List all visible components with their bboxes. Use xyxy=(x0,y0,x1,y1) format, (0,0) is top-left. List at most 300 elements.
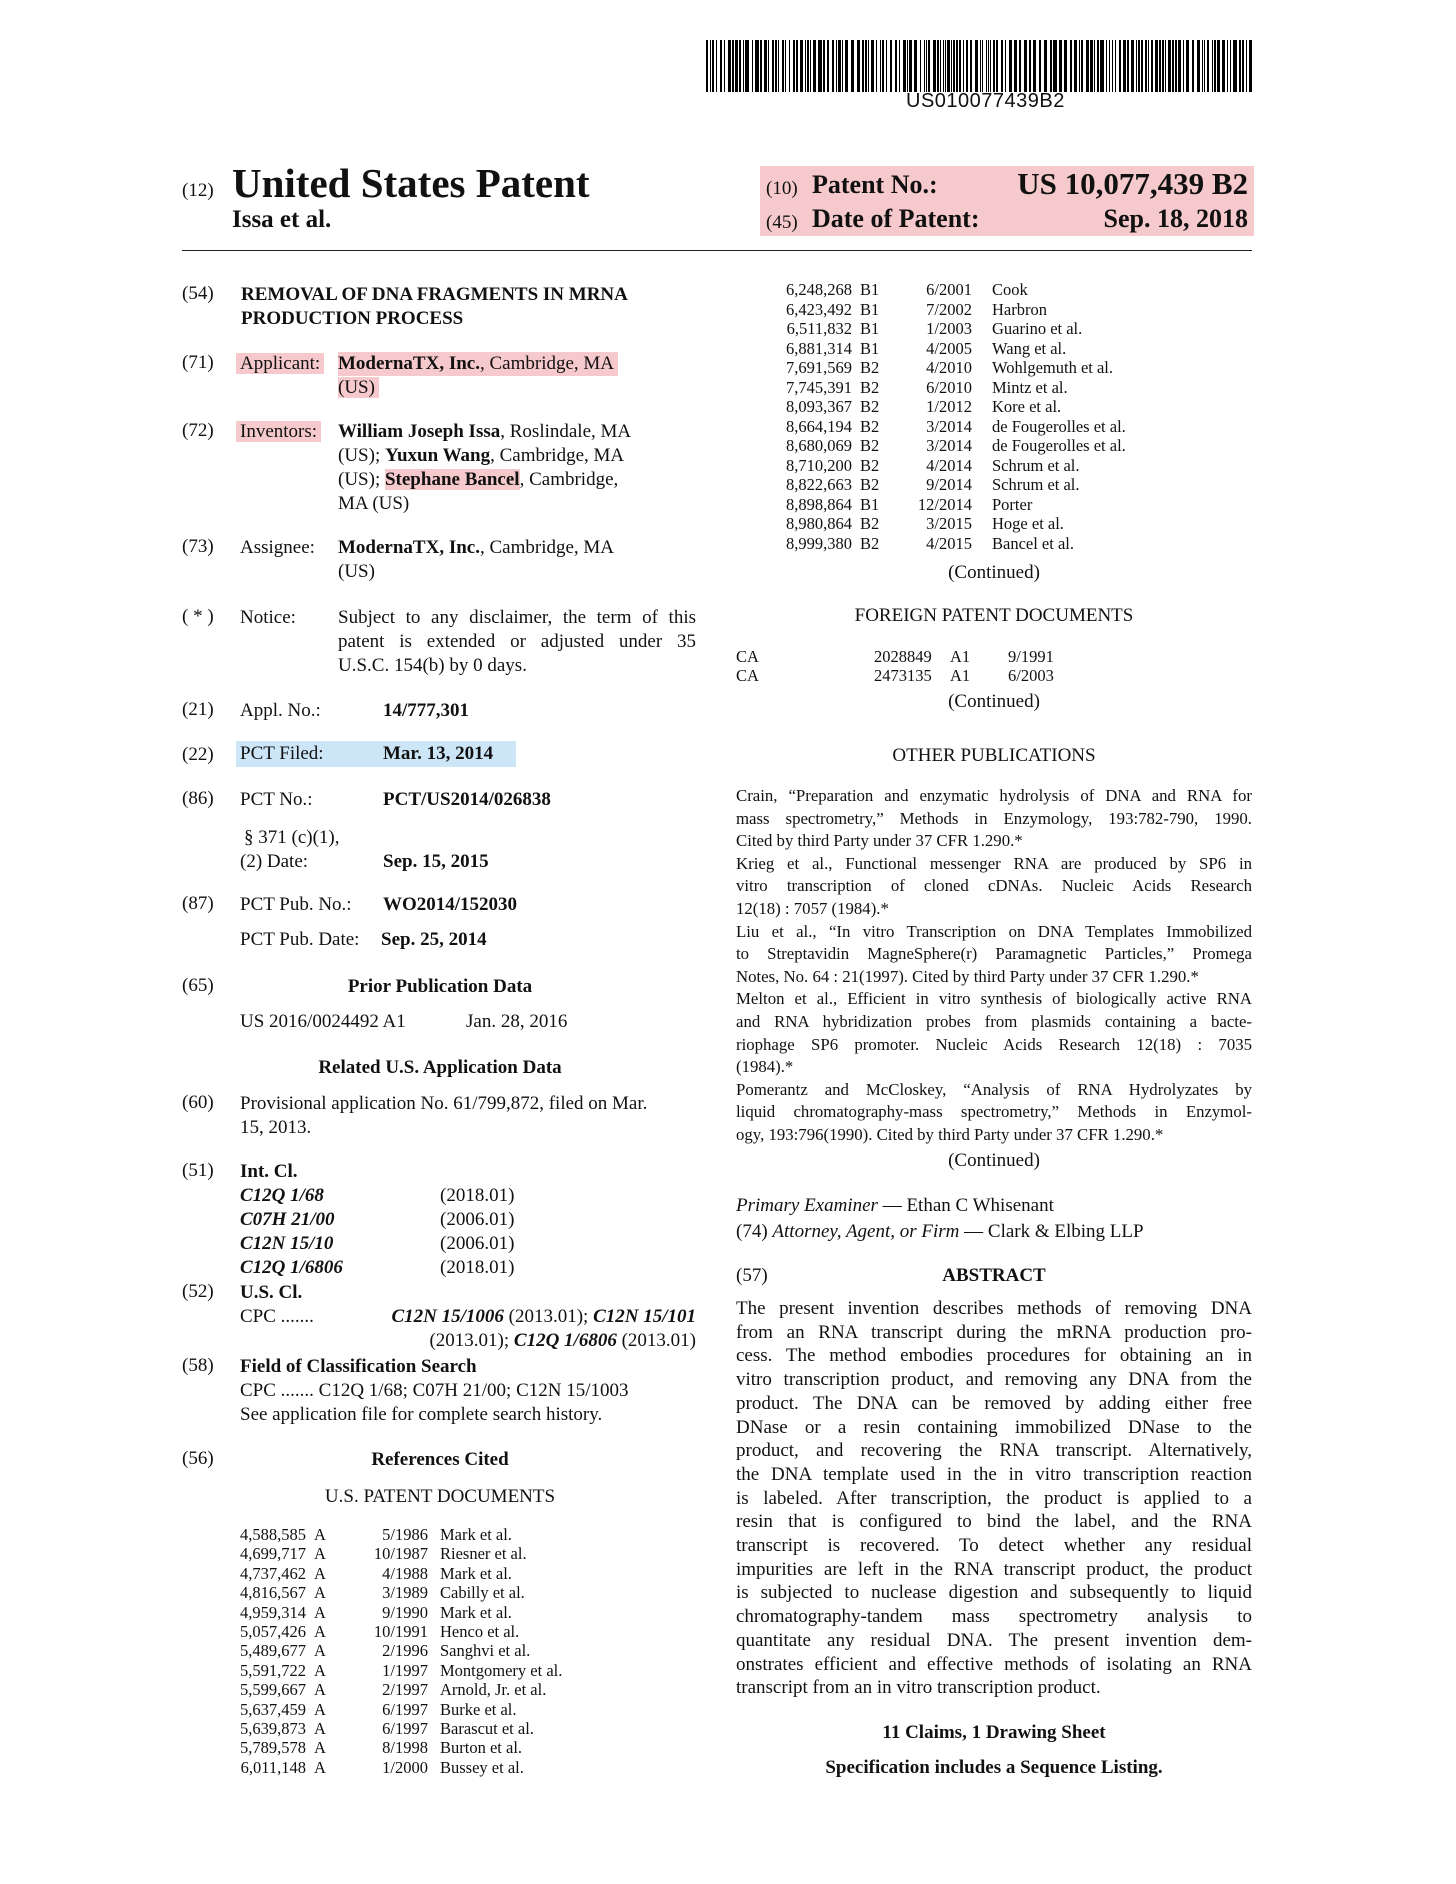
applicant-label: Applicant: xyxy=(236,353,324,374)
barcode-bar xyxy=(966,40,968,92)
ref-number: 7,691,569 xyxy=(786,358,852,377)
barcode-bar xyxy=(1086,40,1089,92)
ref-date: 1/2000 xyxy=(382,1757,428,1777)
cpc-version: (2013.01) xyxy=(616,1330,696,1351)
barcode-bar xyxy=(823,40,825,92)
barcode-bar xyxy=(1214,40,1216,92)
barcode-bar xyxy=(963,40,964,92)
barcode-bar xyxy=(982,40,983,92)
barcode-bar xyxy=(880,40,881,92)
barcode-bar xyxy=(1123,40,1126,92)
abstract-line: product. The DNA can be removed by adding either free xyxy=(736,1392,1252,1414)
code-21: (21) xyxy=(182,699,214,720)
inventor-3-location: , Cambridge, xyxy=(519,469,619,490)
ref-date: 12/2014 xyxy=(917,494,972,514)
ref-name: Riesner et al. xyxy=(440,1544,527,1564)
us-cl-line2 xyxy=(240,1329,696,1353)
ref-kind: A xyxy=(314,1641,326,1661)
barcode-bar xyxy=(1029,40,1031,92)
barcode-bar xyxy=(772,40,774,92)
barcode-bar xyxy=(1094,40,1095,92)
code-60: (60) xyxy=(182,1092,214,1113)
assignee-location: , Cambridge, MA xyxy=(479,537,615,558)
abstract-line: transcript is recovered. To detect whether any residual xyxy=(736,1535,1252,1556)
abstract-line: cess. The method embodies procedures for obtaining an in xyxy=(736,1345,1252,1367)
barcode-bar xyxy=(1145,40,1147,92)
barcode-bar xyxy=(1162,40,1164,92)
ref-number: 4,737,462 xyxy=(240,1563,306,1583)
barcode-bar xyxy=(1230,40,1231,92)
barcode-bar xyxy=(1186,40,1189,92)
code-86: (86) xyxy=(182,788,214,809)
ref-date: 2/1997 xyxy=(382,1680,428,1700)
inventor-1-country: (US); xyxy=(338,445,385,466)
barcode-bar xyxy=(724,40,725,92)
abstract-line: resin that is configured to bind the label, and the RNA xyxy=(736,1511,1252,1533)
ref-number: 6,248,268 xyxy=(786,280,852,299)
barcode-bar xyxy=(956,40,958,92)
ref-name: Porter xyxy=(992,494,1033,514)
barcode-bar xyxy=(871,40,874,92)
barcode-bar xyxy=(1165,40,1166,92)
abstract-line: the DNA template used in the in vitro transcription reaction xyxy=(736,1463,1252,1485)
ref-number: 8,898,864 xyxy=(786,494,852,514)
barcode-bar xyxy=(807,40,809,92)
field-search-line2: See application file for complete search history. xyxy=(240,1404,603,1425)
int-cl-heading: Int. Cl. xyxy=(240,1161,298,1182)
ref-kind: B2 xyxy=(860,416,880,436)
ref-date: 5/1986 xyxy=(382,1525,428,1544)
barcode-bar xyxy=(928,40,930,92)
pct-filed-value: Mar. 13, 2014 xyxy=(383,743,494,764)
foreign-country: CA xyxy=(736,666,759,685)
code-22: (22) xyxy=(182,744,214,765)
invention-title-line2: PRODUCTION PROCESS xyxy=(241,308,464,329)
barcode-bar xyxy=(951,40,952,92)
barcode-bar xyxy=(832,40,834,92)
references-heading: References Cited xyxy=(371,1449,509,1470)
barcode-bar xyxy=(789,40,790,92)
pct-filed-label: PCT Filed: xyxy=(240,743,324,764)
attorney-code: (74) xyxy=(736,1221,768,1242)
ref-number: 8,664,194 xyxy=(786,416,852,436)
cpc-version: (2013.01); xyxy=(503,1306,594,1327)
barcode-bar xyxy=(1242,40,1244,92)
other-pubs-heading: OTHER PUBLICATIONS xyxy=(892,745,1096,766)
barcode-bar xyxy=(993,40,995,92)
ref-kind: A xyxy=(314,1563,326,1583)
ref-kind: A xyxy=(314,1699,326,1719)
barcode-bar xyxy=(1222,40,1225,92)
ref-date: 4/1988 xyxy=(382,1563,428,1583)
barcode-bar xyxy=(1100,40,1104,92)
barcode-bar xyxy=(895,40,897,92)
patent-number-label: Patent No.: xyxy=(812,170,938,199)
ref-number: 5,057,426 xyxy=(240,1622,306,1641)
code-65: (65) xyxy=(182,975,214,996)
barcode-bar xyxy=(838,40,841,92)
barcode-bar xyxy=(940,40,941,92)
ref-kind: A xyxy=(314,1622,326,1641)
ref-kind: B1 xyxy=(860,494,880,514)
barcode-bar xyxy=(805,40,806,92)
barcode-bar xyxy=(836,40,837,92)
barcode-bar xyxy=(1197,40,1200,92)
foreign-kind: A1 xyxy=(950,666,971,685)
ref-date: 9/1990 xyxy=(382,1602,428,1622)
barcode-bar xyxy=(712,40,714,92)
ref-name: Harbron xyxy=(992,299,1047,319)
examiner-line xyxy=(736,1194,1054,1218)
pct-no-label: PCT No.: xyxy=(240,789,313,810)
publication-line: ogy, 193:796(1990). Cited by third Party under 37 CFR 1.290.* xyxy=(736,1125,1164,1144)
barcode-bar xyxy=(1204,40,1205,92)
foreign-number: 2473135 xyxy=(874,666,932,685)
prior-pub-heading: Prior Publication Data xyxy=(347,976,533,997)
publication-line: 12(18) : 7057 (1984).* xyxy=(736,899,889,918)
barcode-bar xyxy=(988,40,989,92)
barcode-bar xyxy=(1050,40,1052,92)
ref-name: Mark et al. xyxy=(440,1563,512,1583)
barcode-bar xyxy=(1044,40,1047,92)
barcode-bar xyxy=(924,40,925,92)
abstract-line: chromatography-tandem mass spectrometry analysis to xyxy=(736,1606,1252,1628)
ref-date: 1/2003 xyxy=(926,319,972,338)
barcode-bar xyxy=(796,40,798,92)
barcode-bar xyxy=(1202,40,1203,92)
inventor-3-country: MA (US) xyxy=(338,493,410,514)
foreign-heading: FOREIGN PATENT DOCUMENTS xyxy=(854,605,1134,626)
barcode-bar xyxy=(1081,40,1083,92)
barcode-bar xyxy=(1074,40,1077,92)
ref-date: 1/2012 xyxy=(926,397,972,416)
barcode-bar xyxy=(986,40,987,92)
ref-number: 5,639,873 xyxy=(240,1719,306,1738)
barcode-bar xyxy=(1192,40,1194,92)
publication-line: riophage SP6 promoter. Nucleic Acids Research 12(18) : 7035 xyxy=(736,1034,1252,1054)
barcode-bar xyxy=(764,40,767,92)
invention-title-line1: REMOVAL OF DNA FRAGMENTS IN MRNA xyxy=(241,284,628,305)
barcode-bar xyxy=(1009,40,1012,92)
date-label: Date of Patent: xyxy=(812,204,980,233)
foreign-date: 6/2003 xyxy=(1008,666,1054,685)
ref-date: 3/2014 xyxy=(926,436,972,455)
barcode-bar xyxy=(728,40,731,92)
applicant-field xyxy=(236,352,324,376)
applicant-location: , Cambridge, MA xyxy=(479,353,615,374)
ref-kind: B1 xyxy=(860,319,880,338)
inventor-3: Stephane Bancel xyxy=(384,469,520,490)
barcode-bar xyxy=(862,40,864,92)
barcode-bar xyxy=(818,40,822,92)
barcode-bar xyxy=(1039,40,1041,92)
ref-name: Mark et al. xyxy=(440,1525,512,1544)
barcode-bar xyxy=(745,40,749,92)
ref-number: 7,745,391 xyxy=(786,377,852,397)
abstract-line: DNase or a resin containing immobilized DNase to the xyxy=(736,1416,1252,1438)
code-51: (51) xyxy=(182,1160,214,1181)
barcode-bar xyxy=(947,40,950,92)
ref-kind: A xyxy=(314,1660,326,1680)
barcode-bar xyxy=(1033,40,1036,92)
ref-date: 6/1997 xyxy=(382,1719,428,1738)
barcode-number: US010077439B2 xyxy=(906,90,1065,112)
barcode-bar xyxy=(990,40,991,92)
ref-number: 8,710,200 xyxy=(786,455,852,475)
barcode-bar xyxy=(785,40,786,92)
claims-line: 11 Claims, 1 Drawing Sheet xyxy=(882,1722,1106,1743)
ref-name: Bancel et al. xyxy=(992,533,1075,553)
field-search-line1: CPC ....... C12Q 1/68; C07H 21/00; C12N 15/1003 xyxy=(240,1380,629,1401)
barcode-bar xyxy=(1112,40,1113,92)
cpc-version: (2013.01); xyxy=(429,1330,514,1351)
continued-other: (Continued) xyxy=(948,1150,1040,1171)
ref-date: 1/1997 xyxy=(382,1660,428,1680)
ref-number: 4,959,314 xyxy=(240,1602,306,1622)
notice-line: U.S.C. 154(b) by 0 days. xyxy=(338,655,527,676)
ref-name: Cabilly et al. xyxy=(440,1583,525,1603)
ref-name: de Fougerolles et al. xyxy=(992,436,1126,455)
ref-date: 3/2015 xyxy=(926,514,972,533)
barcode-bar xyxy=(1109,40,1110,92)
barcode-bar xyxy=(782,40,784,92)
abstract-line: The present invention describes methods of removing DNA xyxy=(736,1298,1252,1319)
barcode-bar xyxy=(857,40,860,92)
ref-date: 8/1998 xyxy=(382,1738,428,1758)
abstract-line: is subjected to nuclease digestion and subsequently to liquid xyxy=(736,1582,1252,1604)
inventor-1-location: , Roslindale, MA xyxy=(500,421,632,442)
barcode-bar xyxy=(842,40,843,92)
barcode-bar xyxy=(1175,40,1177,92)
applicant-value xyxy=(338,352,618,400)
barcode-bar xyxy=(1178,40,1181,92)
inventors-value xyxy=(338,420,631,516)
publication-line: Crain, “Preparation and enzymatic hydrolysis of DNA and RNA for xyxy=(736,786,1252,805)
ref-date: 6/2001 xyxy=(926,280,972,299)
ref-number: 6,511,832 xyxy=(786,319,852,338)
ref-number: 4,588,585 xyxy=(240,1525,306,1544)
notice-label: Notice: xyxy=(240,607,296,628)
appl-no-value: 14/777,301 xyxy=(383,700,470,721)
code-87: (87) xyxy=(182,893,214,914)
inventor-2-location: , Cambridge, MA xyxy=(490,445,625,466)
ref-date: 4/2014 xyxy=(926,455,972,475)
ref-number: 5,637,459 xyxy=(240,1699,306,1719)
code-71: (71) xyxy=(182,352,214,373)
ref-kind: A xyxy=(314,1583,326,1603)
invention-title xyxy=(241,283,628,331)
barcode-bar xyxy=(752,40,753,92)
barcode-bar xyxy=(706,40,708,92)
abstract-line: vitro transcription product, and removing any DNA from the xyxy=(736,1369,1252,1391)
ref-kind: B2 xyxy=(860,358,880,377)
barcode-bar xyxy=(755,40,759,92)
int-cl-version: (2018.01) xyxy=(440,1185,515,1206)
ref-kind: B2 xyxy=(860,455,880,475)
pct-pub-date-label: PCT Pub. Date: xyxy=(240,929,360,950)
appl-no-label: Appl. No.: xyxy=(240,700,321,721)
abstract-code: (57) xyxy=(736,1265,768,1286)
ref-date: 4/2010 xyxy=(926,358,972,377)
barcode-bar xyxy=(903,40,906,92)
inventor-1: William Joseph Issa xyxy=(338,421,501,442)
barcode-bar xyxy=(1168,40,1171,92)
barcode-bar xyxy=(827,40,829,92)
barcode-bar xyxy=(732,40,734,92)
ref-name: Barascut et al. xyxy=(440,1719,534,1738)
barcode-bar xyxy=(970,40,972,92)
barcode-bar xyxy=(953,40,955,92)
publication-line: Cited by third Party under 37 CFR 1.290.* xyxy=(736,831,1023,851)
barcode-bar xyxy=(1070,40,1072,92)
publication-line: liquid chromatography-mass spectrometry,” Methods in Enzymol- xyxy=(736,1102,1252,1122)
date-value: Sep. 18, 2018 xyxy=(1103,204,1248,233)
foreign-kind: A1 xyxy=(950,647,971,666)
barcode-bar xyxy=(980,40,981,92)
barcode-bar xyxy=(996,40,998,92)
ref-name: Hoge et al. xyxy=(992,514,1064,533)
barcode-bar xyxy=(716,40,717,92)
barcode-bar xyxy=(909,40,912,92)
barcode-bar xyxy=(1183,40,1184,92)
barcode-bar xyxy=(882,40,884,92)
ref-date: 2/1996 xyxy=(382,1641,428,1661)
publication-line: Notes, No. 64 : 21(1997). Cited by third Party under 37 CFR 1.290.* xyxy=(736,966,1199,986)
ref-name: Bussey et al. xyxy=(440,1757,524,1777)
ref-kind: A xyxy=(314,1719,326,1738)
ref-kind: A xyxy=(314,1544,326,1564)
barcode-bar xyxy=(1233,40,1237,92)
barcode-bar xyxy=(800,40,803,92)
ref-number: 8,980,864 xyxy=(786,514,852,533)
ref-date: 4/2015 xyxy=(926,533,972,553)
barcode-bar xyxy=(743,40,744,92)
barcode-bar xyxy=(810,40,811,92)
abstract-line: quantitate any residual DNA. The present invention dem- xyxy=(736,1629,1252,1651)
notice-text xyxy=(338,606,696,678)
ref-kind: B2 xyxy=(860,514,880,533)
ref-number: 6,881,314 xyxy=(786,338,852,358)
barcode-bar xyxy=(1217,40,1220,92)
ref-name: Burton et al. xyxy=(440,1738,523,1758)
barcode-bar xyxy=(1127,40,1129,92)
code-54: (54) xyxy=(182,283,214,304)
ref-kind: B2 xyxy=(860,377,880,397)
barcode-bar xyxy=(1246,40,1247,92)
barcode-bar xyxy=(907,40,908,92)
ref-number: 5,591,722 xyxy=(240,1660,306,1680)
barcode-bar xyxy=(886,40,887,92)
ref-number: 4,699,717 xyxy=(240,1544,306,1564)
ref-name: Mark et al. xyxy=(440,1602,512,1622)
abstract-heading: ABSTRACT xyxy=(942,1265,1046,1286)
patent-authors: Issa et al. xyxy=(232,206,332,233)
barcode-bar xyxy=(739,40,741,92)
ref-name: Henco et al. xyxy=(440,1622,520,1641)
ref-number: 5,789,578 xyxy=(240,1738,306,1758)
assignee-value xyxy=(338,536,614,584)
barcode-bar xyxy=(768,40,769,92)
barcode-bar xyxy=(1227,40,1228,92)
abstract-line: is labeled. After transcription, the product is applied to a xyxy=(736,1487,1252,1509)
ref-kind: A xyxy=(314,1738,326,1758)
code-73: (73) xyxy=(182,536,214,557)
s371-line1: § 371 (c)(1), xyxy=(244,827,340,848)
provisional-line: 15, 2013. xyxy=(240,1117,312,1138)
ref-date: 10/1991 xyxy=(373,1622,428,1641)
inventors-label: Inventors: xyxy=(236,421,321,442)
ref-name: Arnold, Jr. et al. xyxy=(440,1680,547,1700)
ref-name: Wang et al. xyxy=(992,338,1067,358)
barcode-bar xyxy=(868,40,869,92)
inventor-2-country: (US); xyxy=(338,469,385,490)
related-heading: Related U.S. Application Data xyxy=(318,1057,562,1078)
assignee-name: ModernaTX, Inc. xyxy=(338,537,480,558)
field-search-heading: Field of Classification Search xyxy=(240,1356,477,1377)
attorney-line xyxy=(736,1220,1144,1244)
attorney-name: — Clark & Elbing LLP xyxy=(959,1221,1144,1242)
barcode-bar xyxy=(1207,40,1209,92)
ref-name: Montgomery et al. xyxy=(440,1660,563,1680)
publication-line: and RNA hybridization probes from plasmids containing a bacte- xyxy=(736,1012,1252,1031)
ref-number: 8,999,380 xyxy=(786,533,852,553)
ref-kind: B2 xyxy=(860,533,880,553)
pct-no-value: PCT/US2014/026838 xyxy=(383,789,551,810)
abstract-line: transcript from an in vitro transcription product. xyxy=(736,1677,1101,1699)
barcode-bar xyxy=(975,40,978,92)
int-cl-class: C12Q 1/6806 xyxy=(240,1257,343,1278)
abstract-line: product, and recovering the RNA transcript. Alternatively, xyxy=(736,1440,1252,1462)
abstract-line: from an RNA transcript during the mRNA production pro- xyxy=(736,1321,1252,1343)
barcode-bar xyxy=(775,40,777,92)
pct-pub-no-value: WO2014/152030 xyxy=(383,894,518,915)
ref-name: Burke et al. xyxy=(440,1699,517,1719)
continued-foreign: (Continued) xyxy=(948,691,1040,712)
barcode-bar xyxy=(1014,40,1017,92)
notice-line: Subject to any disclaimer, the term of this xyxy=(338,607,696,628)
continued-us-refs: (Continued) xyxy=(948,562,1040,583)
ref-number: 8,680,069 xyxy=(786,436,852,455)
patent-number-value: US 10,077,439 B2 xyxy=(1017,166,1248,201)
abstract-line: onstrates efficient and effective methods of isolating an RNA xyxy=(736,1653,1252,1675)
barcode-bar xyxy=(1131,40,1134,92)
ref-number: 4,816,567 xyxy=(240,1583,306,1603)
barcode-bar xyxy=(1151,40,1153,92)
barcode-bar xyxy=(933,40,936,92)
publication-line: mass spectrometry,” Methods in Enzymology, 193:782-790, 1990. xyxy=(736,808,1252,828)
int-cl-class: C07H 21/00 xyxy=(240,1209,335,1230)
int-cl-version: (2018.01) xyxy=(440,1257,515,1278)
kind-code: (12) xyxy=(182,180,214,201)
date-code: (45) xyxy=(766,212,798,233)
applicant-country: (US) xyxy=(338,377,379,398)
code-72: (72) xyxy=(182,420,214,441)
inventor-2: Yuxun Wang xyxy=(384,445,491,466)
ref-name: Kore et al. xyxy=(992,397,1062,416)
assignee-label: Assignee: xyxy=(240,537,315,558)
foreign-number: 2028849 xyxy=(874,647,932,666)
barcode-bar xyxy=(1172,40,1174,92)
ref-number: 6,011,148 xyxy=(240,1757,306,1777)
ref-kind: A xyxy=(314,1757,326,1777)
int-cl-class: C12Q 1/68 xyxy=(240,1185,324,1206)
ref-number: 5,599,667 xyxy=(240,1680,306,1700)
provisional-text xyxy=(240,1092,647,1140)
barcode-bar xyxy=(1090,40,1093,92)
barcode-bar xyxy=(1115,40,1116,92)
ref-kind: A xyxy=(314,1680,326,1700)
patent-number-code: (10) xyxy=(766,178,798,199)
